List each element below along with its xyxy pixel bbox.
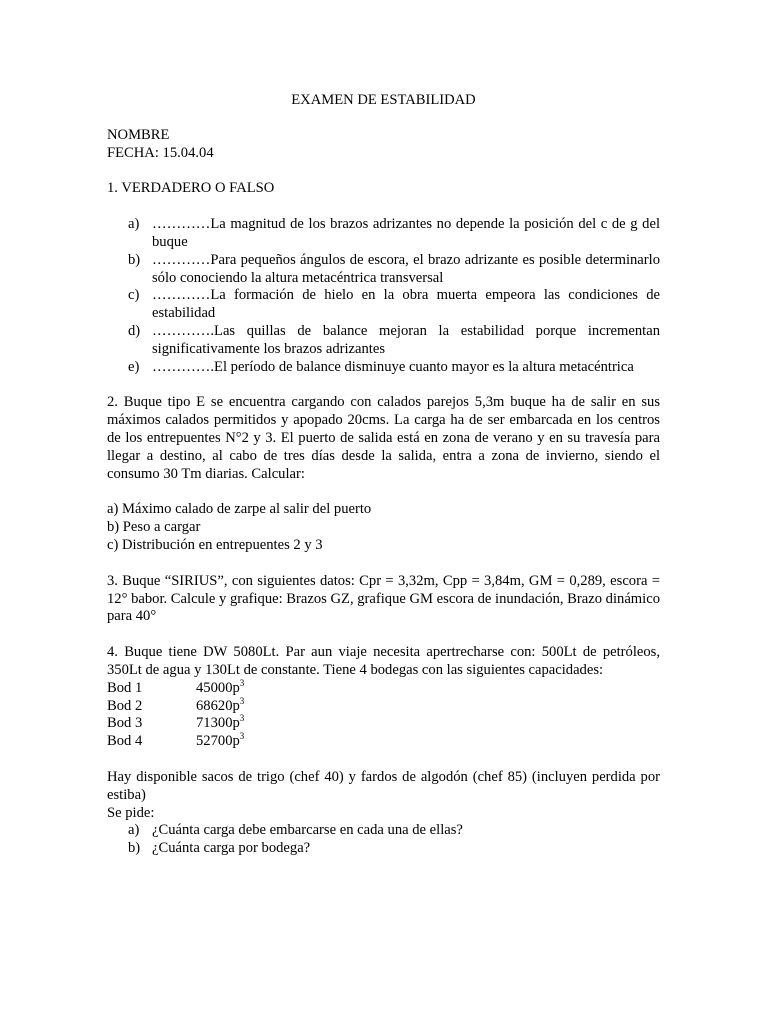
list-item: c) Distribución en entrepuentes 2 y 3 <box>107 536 323 553</box>
item-label: e) <box>128 358 140 375</box>
bodega-row <box>107 677 660 698</box>
question-4-note: Hay disponible sacos de trigo (chef 40) y fardos de algodón (chef 85) (incluyen perdida por estiba) <box>107 768 660 803</box>
item-label: a) <box>128 822 140 839</box>
list-item <box>107 323 660 359</box>
nombre-label: NOMBRE <box>107 126 170 143</box>
bodega-capacity: $45000p^3$ <box>196 677 245 696</box>
list-item: b) Peso a cargar <box>107 519 201 536</box>
true-false-list <box>107 216 660 376</box>
item-label: d) <box>128 322 141 339</box>
item-text: ¿Cuánta carga debe embarcarse en cada una de ellas? <box>152 822 463 839</box>
question-4-request <box>107 769 660 858</box>
bodega-name: Bod 4 <box>107 733 143 750</box>
fecha-label: FECHA: 15.04.04 <box>107 144 214 161</box>
list-item <box>107 252 660 288</box>
item-text: ………….El período de balance disminuye cuanto mayor es la altura metacéntrica <box>152 358 634 375</box>
bodega-name: Bod 3 <box>107 715 143 732</box>
question-4-text: 4. Buque tiene DW 5080Lt. Par aun viaje necesita apertrecharse con: 500Lt de petróleos, 350Lt de agua y 130Lt de constante. Tiene 4 bodegas con las siguientes capacidades: <box>107 644 660 678</box>
list-item <box>107 359 660 377</box>
question-2-text: 2. Buque tipo E se encuentra cargando con calados parejos 5,3m buque ha de salir en sus máximos calados permitidos y apopado 20cms. La carga ha de ser embarcada en los centros de los entrepuentes N°2 y 3. El puerto de salida está en zona de verano y en su travesía para llegar a destino, al cabo de tres días desde la salida, entra a zona de invierno, siendo el consumo 30 Tm diarias. Calcular: <box>107 394 660 482</box>
bodega-row <box>107 715 660 733</box>
bodega-row <box>107 695 660 716</box>
document-body <box>107 92 660 858</box>
list-item <box>107 216 660 252</box>
bodega-capacity: $52700p^3$ <box>196 731 245 750</box>
item-label: c) <box>128 287 140 304</box>
item-label: b) <box>128 840 141 857</box>
header-fields <box>107 127 660 163</box>
item-text: …………Para pequeños ángulos de escora, el brazo adrizante es posible determinarlo sólo conociendo la altura metacéntrica transversal <box>152 251 660 286</box>
request-list <box>107 822 660 858</box>
question-2-items <box>107 501 660 554</box>
list-item <box>107 840 660 858</box>
bodega-name: Bod 1 <box>107 679 143 696</box>
item-label: a) <box>128 216 140 233</box>
question-1 <box>107 180 660 376</box>
list-item: a) Máximo calado de zarpe al salir del puerto <box>107 501 372 518</box>
bodega-name: Bod 2 <box>107 697 143 714</box>
item-text: ………….Las quillas de balance mejoran la estabilidad porque incrementan significativamente los brazos adrizantes <box>152 322 660 357</box>
bodega-capacity: $71300p^3$ <box>196 713 245 732</box>
question-3-text: 3. Buque “SIRIUS”, con siguientes datos: Cpr = 3,32m, Cpp = 3,84m, GM = 0,289, escora = 12° babor. Calcule y grafique: Brazos GZ, grafique GM escora de inundación, Brazo dinámico para 40° <box>107 572 660 625</box>
list-item <box>107 287 660 323</box>
bodega-row <box>107 733 660 751</box>
list-item <box>107 822 660 840</box>
question-1-heading: 1. VERDADERO O FALSO <box>107 180 275 197</box>
question-4 <box>107 644 660 751</box>
bodega-capacity: $68620p^3$ <box>196 695 245 714</box>
item-label: b) <box>128 251 141 268</box>
item-text: …………La magnitud de los brazos adrizantes no depende la posición del c de g del buque <box>152 216 660 250</box>
item-text: ¿Cuánta carga por bodega? <box>152 840 311 857</box>
se-pide-label: Se pide: <box>107 804 155 821</box>
page-title: EXAMEN DE ESTABILIDAD <box>291 92 476 108</box>
item-text: …………La formación de hielo en la obra muerta empeora las condiciones de estabilidad <box>152 287 660 322</box>
